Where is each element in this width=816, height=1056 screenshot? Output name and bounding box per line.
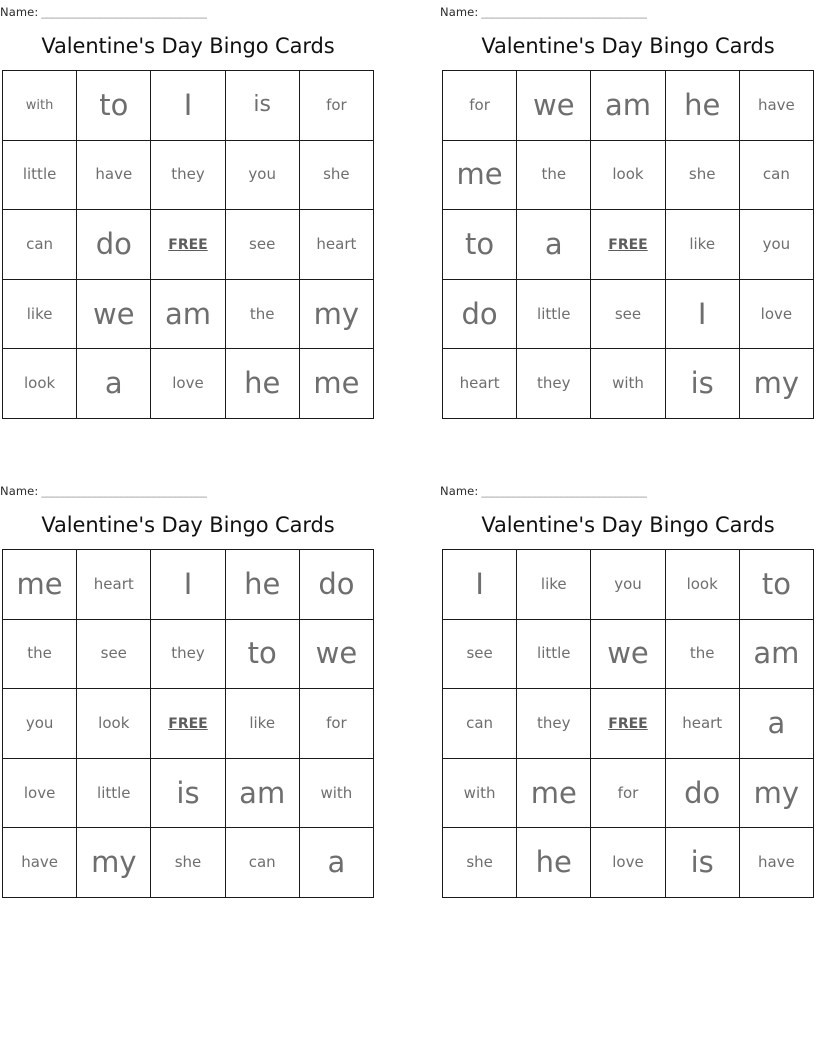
bingo-cell[interactable]: heart bbox=[77, 550, 151, 620]
bingo-card bbox=[0, 479, 376, 898]
bingo-cell[interactable]: have bbox=[740, 71, 814, 141]
bingo-cell[interactable]: the bbox=[226, 280, 300, 350]
bingo-free-cell[interactable]: FREE bbox=[591, 210, 665, 280]
bingo-cell[interactable]: like bbox=[3, 280, 77, 350]
bingo-cell[interactable]: see bbox=[443, 620, 517, 690]
card-title: Valentine's Day Bingo Cards bbox=[481, 513, 775, 537]
bingo-cell[interactable]: look bbox=[3, 349, 77, 419]
bingo-cell[interactable]: my bbox=[300, 280, 374, 350]
card-title: Valentine's Day Bingo Cards bbox=[41, 513, 335, 537]
bingo-cell[interactable]: she bbox=[666, 141, 740, 211]
bingo-cell[interactable]: my bbox=[77, 828, 151, 898]
bingo-cell[interactable]: they bbox=[151, 620, 225, 690]
bingo-cell[interactable]: to bbox=[77, 71, 151, 141]
bingo-cell[interactable]: look bbox=[591, 141, 665, 211]
bingo-cell[interactable]: look bbox=[666, 550, 740, 620]
bingo-cell[interactable]: we bbox=[591, 620, 665, 690]
bingo-grid bbox=[442, 549, 814, 898]
bingo-cell[interactable]: love bbox=[3, 759, 77, 829]
bingo-cell[interactable]: you bbox=[591, 550, 665, 620]
bingo-cell[interactable]: do bbox=[77, 210, 151, 280]
bingo-cell[interactable]: with bbox=[300, 759, 374, 829]
bingo-grid bbox=[442, 70, 814, 419]
bingo-cell[interactable]: with bbox=[591, 349, 665, 419]
name-line bbox=[440, 479, 816, 501]
bingo-cell[interactable]: she bbox=[151, 828, 225, 898]
name-label: Name: bbox=[440, 5, 479, 19]
bingo-cell[interactable]: a bbox=[300, 828, 374, 898]
bingo-cell[interactable]: do bbox=[443, 280, 517, 350]
bingo-cell[interactable]: he bbox=[226, 550, 300, 620]
bingo-cell[interactable]: heart bbox=[300, 210, 374, 280]
bingo-card bbox=[0, 0, 376, 419]
bingo-cell[interactable]: she bbox=[443, 828, 517, 898]
bingo-cell[interactable]: a bbox=[740, 689, 814, 759]
bingo-cell[interactable]: to bbox=[443, 210, 517, 280]
bingo-cell[interactable]: love bbox=[740, 280, 814, 350]
bingo-cell[interactable]: to bbox=[740, 550, 814, 620]
bingo-cell[interactable]: can bbox=[226, 828, 300, 898]
name-blank-field[interactable]: _______________________________ bbox=[41, 5, 208, 19]
bingo-cell[interactable]: she bbox=[300, 141, 374, 211]
card-title: Valentine's Day Bingo Cards bbox=[481, 34, 775, 58]
bingo-cell[interactable]: is bbox=[666, 349, 740, 419]
bingo-grid bbox=[2, 549, 374, 898]
bingo-cell[interactable]: my bbox=[740, 349, 814, 419]
bingo-free-cell[interactable]: FREE bbox=[151, 689, 225, 759]
bingo-cell[interactable]: love bbox=[591, 828, 665, 898]
bingo-free-cell[interactable]: FREE bbox=[591, 689, 665, 759]
name-blank-field[interactable]: _______________________________ bbox=[41, 484, 208, 498]
bingo-cell[interactable]: you bbox=[740, 210, 814, 280]
bingo-cell[interactable]: for bbox=[300, 689, 374, 759]
bingo-cell[interactable]: can bbox=[443, 689, 517, 759]
name-line bbox=[0, 0, 376, 22]
bingo-cell[interactable]: like bbox=[666, 210, 740, 280]
bingo-cell[interactable]: is bbox=[666, 828, 740, 898]
bingo-cell[interactable]: do bbox=[666, 759, 740, 829]
bingo-cell[interactable]: like bbox=[226, 689, 300, 759]
bingo-cell[interactable]: a bbox=[77, 349, 151, 419]
bingo-cell[interactable]: little bbox=[3, 141, 77, 211]
bingo-cell[interactable]: like bbox=[517, 550, 591, 620]
bingo-cell[interactable]: a bbox=[517, 210, 591, 280]
bingo-cell[interactable]: is bbox=[226, 71, 300, 141]
bingo-cell[interactable]: me bbox=[3, 550, 77, 620]
bingo-cell[interactable]: we bbox=[517, 71, 591, 141]
bingo-cell[interactable]: they bbox=[517, 349, 591, 419]
bingo-cell[interactable]: little bbox=[517, 620, 591, 690]
bingo-cell[interactable]: see bbox=[77, 620, 151, 690]
bingo-cell[interactable]: heart bbox=[443, 349, 517, 419]
bingo-cell[interactable]: you bbox=[3, 689, 77, 759]
bingo-cell[interactable]: do bbox=[300, 550, 374, 620]
bingo-cell[interactable]: me bbox=[517, 759, 591, 829]
bingo-cell[interactable]: we bbox=[77, 280, 151, 350]
bingo-grid bbox=[2, 70, 374, 419]
bingo-free-cell[interactable]: FREE bbox=[151, 210, 225, 280]
bingo-cell[interactable]: I bbox=[151, 550, 225, 620]
bingo-cell[interactable]: little bbox=[517, 280, 591, 350]
name-blank-field[interactable]: _______________________________ bbox=[481, 5, 648, 19]
bingo-card bbox=[440, 479, 816, 898]
bingo-cell[interactable]: to bbox=[226, 620, 300, 690]
bingo-cell[interactable]: for bbox=[300, 71, 374, 141]
bingo-cell[interactable]: can bbox=[3, 210, 77, 280]
bingo-cell[interactable]: have bbox=[77, 141, 151, 211]
bingo-cell[interactable]: I bbox=[151, 71, 225, 141]
bingo-cell[interactable]: with bbox=[3, 71, 77, 141]
bingo-cell[interactable]: have bbox=[740, 828, 814, 898]
bingo-cell[interactable]: for bbox=[443, 71, 517, 141]
bingo-cell[interactable]: my bbox=[740, 759, 814, 829]
bingo-cell[interactable]: the bbox=[517, 141, 591, 211]
bingo-cell[interactable]: am bbox=[226, 759, 300, 829]
bingo-cell[interactable]: look bbox=[77, 689, 151, 759]
bingo-cell[interactable]: they bbox=[151, 141, 225, 211]
bingo-cell[interactable]: am bbox=[591, 71, 665, 141]
bingo-cell[interactable]: with bbox=[443, 759, 517, 829]
name-label: Name: bbox=[440, 484, 479, 498]
bingo-cell[interactable]: I bbox=[443, 550, 517, 620]
bingo-cell[interactable]: love bbox=[151, 349, 225, 419]
bingo-cell[interactable]: he bbox=[226, 349, 300, 419]
bingo-cell[interactable]: me bbox=[300, 349, 374, 419]
bingo-cell[interactable]: can bbox=[740, 141, 814, 211]
name-label: Name: bbox=[0, 5, 39, 19]
name-line bbox=[0, 479, 376, 501]
bingo-cell[interactable]: have bbox=[3, 828, 77, 898]
bingo-cell[interactable]: am bbox=[740, 620, 814, 690]
bingo-cell[interactable]: I bbox=[666, 280, 740, 350]
bingo-cell[interactable]: for bbox=[591, 759, 665, 829]
name-blank-field[interactable]: _______________________________ bbox=[481, 484, 648, 498]
bingo-cell[interactable]: he bbox=[666, 71, 740, 141]
name-label: Name: bbox=[0, 484, 39, 498]
bingo-cell[interactable]: they bbox=[517, 689, 591, 759]
bingo-card bbox=[440, 0, 816, 419]
bingo-cell[interactable]: we bbox=[300, 620, 374, 690]
card-title: Valentine's Day Bingo Cards bbox=[41, 34, 335, 58]
bingo-cell[interactable]: you bbox=[226, 141, 300, 211]
bingo-cell[interactable]: the bbox=[3, 620, 77, 690]
bingo-cell[interactable]: see bbox=[591, 280, 665, 350]
bingo-cell[interactable]: heart bbox=[666, 689, 740, 759]
bingo-cell[interactable]: the bbox=[666, 620, 740, 690]
bingo-cell[interactable]: am bbox=[151, 280, 225, 350]
bingo-cell[interactable]: he bbox=[517, 828, 591, 898]
bingo-cell[interactable]: little bbox=[77, 759, 151, 829]
bingo-cell[interactable]: me bbox=[443, 141, 517, 211]
name-line bbox=[440, 0, 816, 22]
bingo-cell[interactable]: is bbox=[151, 759, 225, 829]
bingo-cell[interactable]: see bbox=[226, 210, 300, 280]
